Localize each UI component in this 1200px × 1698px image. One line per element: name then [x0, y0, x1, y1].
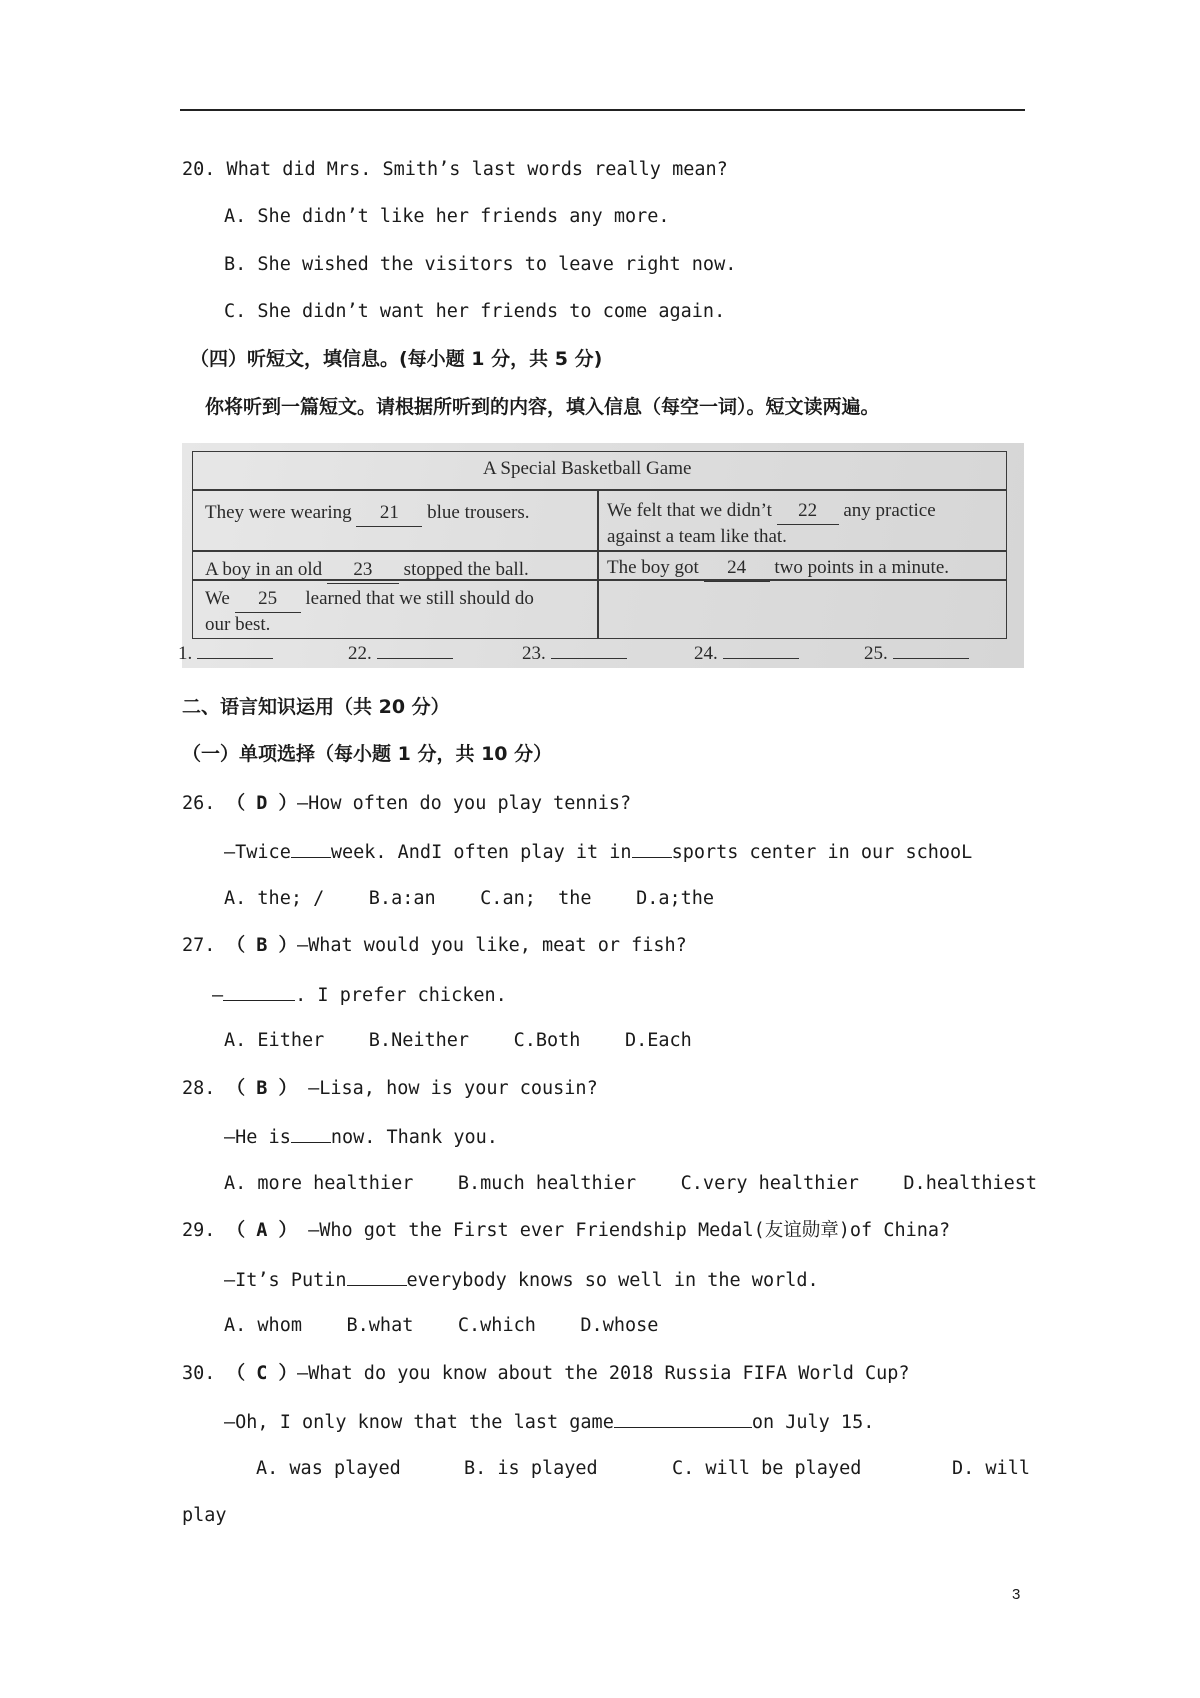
table-r1c2: We felt that we didn’t 22 any practice: [607, 497, 936, 525]
q30-option-c: C. will be played: [672, 1458, 862, 1479]
q20-option-c: C. She didn’t want her friends to come again.: [224, 301, 726, 322]
q28-options: A. more healthier B.much healthier C.very healthier D.healthiest: [224, 1173, 1038, 1194]
section4-title: （四）听短文，填信息。(每小题 1 分，共 5 分): [190, 348, 603, 370]
listening-table: [192, 451, 1007, 639]
q30-option-d-wrap: play: [182, 1505, 227, 1526]
table-r2c2: The boy got 24 two points in a minute.: [607, 554, 949, 582]
part2-subtitle: （一）单项选择（每小题 1 分，共 10 分）: [182, 743, 553, 765]
q27-answer: （ B ）: [226, 935, 297, 956]
q26-options: A. the; / B.a:an C.an; the D.a;the: [224, 888, 715, 909]
blank-21: 21: [356, 499, 422, 527]
q28-line2: —He is now. Thank you.: [224, 1124, 498, 1150]
q30-line2: —Oh, I only know that the last game on July 15.: [224, 1409, 874, 1435]
q29-stem: 29. （ A ） —Who got the First ever Friendship Medal(友谊勋章)of China?: [182, 1220, 951, 1241]
q27-stem: 27. （ B ）—What would you like, meat or fish?: [182, 935, 687, 956]
q28-stem: 28. （ B ） —Lisa, how is your cousin?: [182, 1078, 598, 1099]
q26-answer: （ D ）: [226, 793, 297, 814]
answer-blank-23: 23.: [522, 643, 627, 665]
q30-option-b: B. is played: [464, 1458, 598, 1479]
table-r3c1-line2: our best.: [205, 614, 271, 635]
q29-line2: —It’s Putin everybody knows so well in the world.: [224, 1267, 819, 1293]
answer-blank-25: 25.: [864, 643, 969, 665]
table-r1c2-line2: against a team like that.: [607, 526, 787, 547]
q27-line2: — . I prefer chicken.: [212, 982, 507, 1008]
blank-23: 23: [327, 556, 399, 584]
q27-options: A. Either B.Neither C.Both D.Each: [224, 1030, 692, 1051]
q29-options: A. whom B.what C.which D.whose: [224, 1315, 659, 1336]
q30-answer: （ C ）: [226, 1363, 297, 1384]
blank-25: 25: [235, 585, 301, 613]
answer-blank-21: 1.: [178, 643, 273, 665]
section4-instruction: 你将听到一篇短文。请根据所听到的内容，填入信息（每空一词）。短文读两遍。: [205, 396, 880, 418]
listening-table-photo: [178, 443, 1024, 668]
q26-stem: 26. （ D ）—How often do you play tennis?: [182, 793, 632, 814]
q26-line2: —Twice week. AndI often play it in sports center in our schooL: [224, 839, 972, 865]
part2-title: 二、语言知识运用（共 20 分）: [182, 696, 450, 718]
answer-blank-24: 24.: [694, 643, 799, 665]
q20-stem: 20. What did Mrs. Smith’s last words really mean?: [182, 159, 728, 180]
table-r1c1: They were wearing 21 blue trousers.: [205, 499, 530, 527]
q30-option-d: D. will: [952, 1458, 1030, 1479]
table-r3c1: We 25 learned that we still should do: [205, 585, 534, 613]
q28-answer: （ B ）: [226, 1078, 297, 1099]
q30-option-a: A. was played: [256, 1458, 401, 1479]
q20-option-a: A. She didn’t like her friends any more.: [224, 206, 670, 227]
page-number: 3: [1012, 1586, 1021, 1603]
answer-blank-22: 22.: [348, 643, 453, 665]
blank-22: 22: [777, 497, 839, 525]
q30-stem: 30. （ C ）—What do you know about the 2018 Russia FIFA World Cup?: [182, 1363, 910, 1384]
table-r2c1: A boy in an old 23 stopped the ball.: [205, 556, 529, 584]
table-title: A Special Basketball Game: [483, 458, 692, 479]
blank-24: 24: [704, 554, 770, 582]
q29-answer: （ A ）: [226, 1220, 297, 1241]
q20-option-b: B. She wished the visitors to leave right now.: [224, 254, 737, 275]
header-rule: [180, 109, 1025, 111]
